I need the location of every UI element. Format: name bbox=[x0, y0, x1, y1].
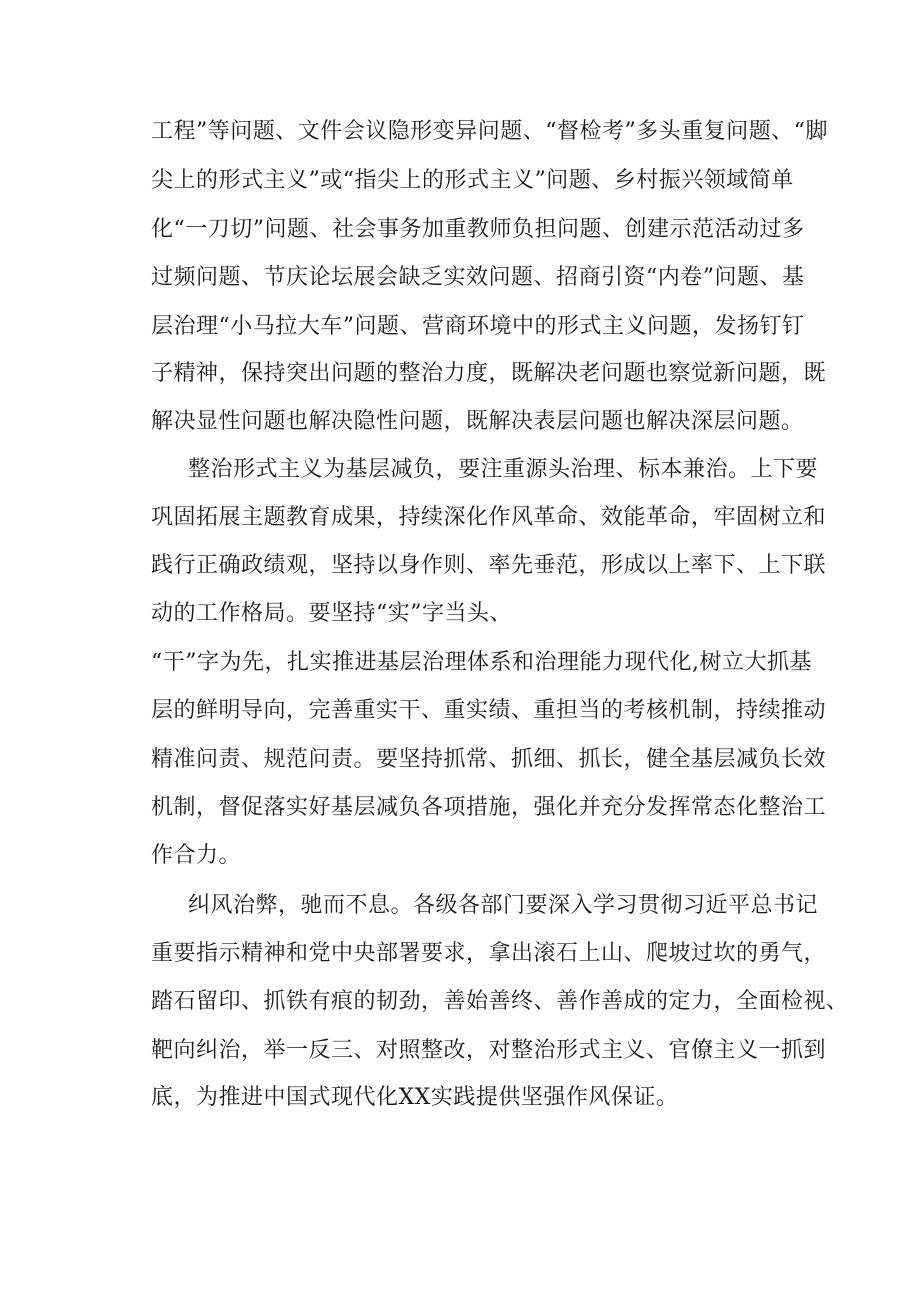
paragraph-2-line-8: 机制，督促落实好基层减负各项措施，强化并充分发挥常态化整治工 bbox=[151, 795, 827, 820]
paragraph-1-line-6: 子精神，保持突出问题的整治力度，既解决老问题也察觉新问题，既 bbox=[151, 361, 827, 386]
paragraph-1-line-4: 过频问题、节庆论坛展会缺乏实效问题、招商引资“内卷”问题、基 bbox=[151, 265, 805, 290]
paragraph-3-line-2: 重要指示精神和党中央部署要求，拿出滚石上山、爬坡过坎的勇气， bbox=[151, 941, 827, 966]
paragraph-3-line-5: 底，为推进中国式现代化XX实践提供坚强作风保证。 bbox=[151, 1085, 679, 1110]
paragraph-1-line-7: 解决显性问题也解决隐性问题，既解决表层问题也解决深层问题。 bbox=[151, 409, 804, 434]
paragraph-2-line-9: 作合力。 bbox=[151, 843, 242, 868]
paragraph-2-line-2: 巩固拓展主题教育成果，持续深化作风革命、效能革命，牢固树立和 bbox=[151, 505, 827, 530]
paragraph-1-line-3: 化“一刀切”问题、社会事务加重教师负担问题、创建示范活动过多 bbox=[151, 217, 805, 242]
paragraph-2-line-3: 践行正确政绩观，坚持以身作则、率先垂范，形成以上率下、上下联 bbox=[151, 553, 827, 578]
paragraph-3-line-1: 纠风治弊，驰而不息。各级各部门要深入学习贯彻习近平总书记 bbox=[188, 893, 819, 918]
paragraph-2-line-1: 整治形式主义为基层减负，要注重源头治理、标本兼治。上下要 bbox=[188, 457, 819, 482]
paragraph-2-line-6: 层的鲜明导向，完善重实干、重实绩、重担当的考核机制，持续推动 bbox=[151, 698, 827, 723]
paragraph-3-line-4: 靶向纠治，举一反三、对照整改，对整治形式主义、官僚主义一抓到 bbox=[151, 1038, 827, 1063]
paragraph-3-line-3: 踏石留印、抓铁有痕的韧劲，善始善终、善作善成的定力，全面检视、 bbox=[151, 989, 849, 1014]
paragraph-1-line-2: 尖上的形式主义”或“指尖上的形式主义”问题、乡村振兴领域简单 bbox=[151, 168, 794, 193]
paragraph-2-line-7: 精准问责、规范问责。要坚持抓常、抓细、抓长，健全基层减负长效 bbox=[151, 747, 827, 772]
paragraph-2-line-4: 动的工作格局。要坚持“实”字当头、 bbox=[151, 601, 512, 626]
paragraph-2-line-5: “干”字为先，扎实推进基层治理体系和治理能力现代化,树立大抓基 bbox=[151, 650, 812, 675]
paragraph-1-line-5: 层治理“小马拉大车”问题、营商环境中的形式主义问题，发扬钉钉 bbox=[151, 314, 805, 339]
paragraph-1-line-1: 工程”等问题、文件会议隐形变异问题、“督检考”多头重复问题、“脚 bbox=[151, 119, 828, 144]
